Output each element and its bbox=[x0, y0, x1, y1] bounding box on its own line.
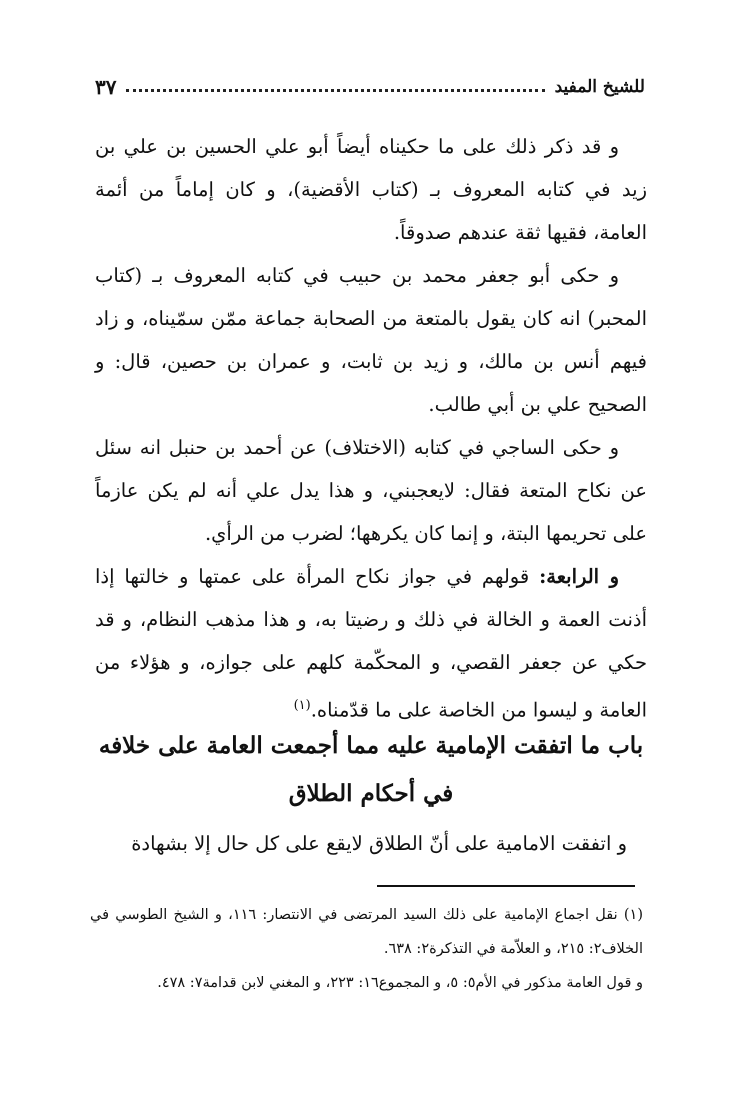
paragraph-2: و حكى أبو جعفر محمد بن حبيب في كتابه المعروف بـ (كتاب المحبر) انه كان يقول بالمتعة من الصحابة جماعة ممّن سمّيناه، و زاد فيهم أنس بن مالك، و زيد بن ثابت، و عمران بن حصين، قال: و الصحيح علي بن أبي طالب. bbox=[95, 264, 647, 416]
closing-line: و اتفقت الامامية على أنّ الطلاق لايقع على كل حال إلا بشهادة bbox=[131, 832, 627, 855]
footnote-divider bbox=[377, 885, 635, 887]
page-number: ٣٧ bbox=[95, 75, 117, 99]
paragraph-3: و حكى الساجي في كتابه (الاختلاف) عن أحمد بن حنبل انه سئل عن نكاح المتعة فقال: لايعجبني، و هذا يدل علي أنه لم يكن عازماً على تحريمها البتة، و إنما كان يكرهها؛ لضرب من الرأي. bbox=[95, 436, 647, 545]
footnote-1: (١) نقل اجماع الإمامية على ذلك السيد المرتضى في الانتصار: ١١٦، و الشيخ الطوسي في الخلاف٢: ٢١٥، و العلاّمة في التذكرة٢: ٦٣٨. bbox=[90, 907, 643, 957]
section-heading bbox=[95, 722, 647, 818]
footnote-2: و قول العامة مذكور في الأم٥: ٥، و المجموع١٦: ٢٢٣، و المغني لابن قدامة٧: ٤٧٨. bbox=[157, 975, 643, 991]
dotted-leader bbox=[126, 89, 544, 92]
main-text bbox=[95, 125, 647, 732]
paragraph-4-lead: و الرابعة: bbox=[539, 565, 619, 588]
footnotes bbox=[90, 898, 643, 1000]
paragraph-1: و قد ذكر ذلك على ما حكيناه أيضاً أبو علي الحسين بن علي بن زيد في كتابه المعروف بـ (كتاب الأقضية)، و كان إماماً من أئمة العامة، فقيها ثقة عندهم صدوقاً. bbox=[95, 135, 647, 244]
paragraph-4-text: قولهم في جواز نكاح المرأة على عمتها و خالتها إذا أذنت العمة و الخالة في ذلك و رضيتا به، و هذا مذهب النظام، و قد حكي عن جعفر القصي، و المحكّمة كلهم على جوازه، و هؤلاء من العامة و ليسوا من الخاصة على ما قدّمناه. bbox=[95, 565, 647, 722]
paragraph-4 bbox=[95, 555, 647, 732]
running-head-title: للشيخ المفيد bbox=[554, 77, 645, 97]
running-head bbox=[95, 72, 645, 102]
section-heading-line-2: في أحكام الطلاق bbox=[288, 780, 454, 807]
section-heading-line-1: باب ما اتفقت الإمامية عليه مما أجمعت العامة على خلافه bbox=[98, 732, 644, 759]
footnote-reference: (١) bbox=[293, 698, 311, 713]
